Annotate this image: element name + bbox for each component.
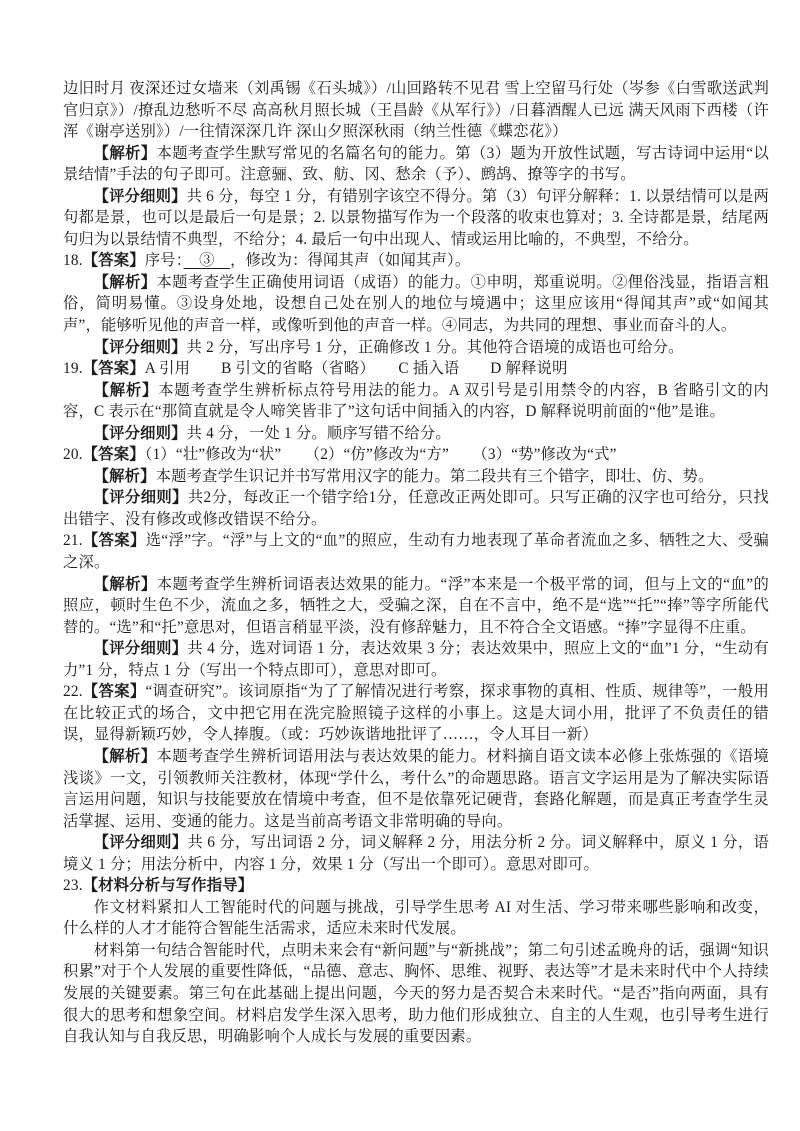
paragraph: [63, 832, 769, 875]
text-run: 21.: [63, 532, 83, 550]
paragraph: [63, 143, 769, 186]
section-label: 【评分细则】: [93, 640, 188, 658]
text-run: 本题考查学生默写常见的名篇名句的能力。第（3）题为开放性试题，写古诗词中运用“以景结情”手法的句子即可。注意骊、致、舫、冈、愁余（予）、鹧鸪、撩等字的书写。: [63, 144, 769, 184]
section-label: 【答案】: [82, 446, 145, 464]
section-label: 【评分细则】: [93, 424, 187, 442]
paragraph: [63, 337, 769, 359]
paragraph: [63, 466, 769, 488]
text-run: 材料第一句结合智能时代，点明未来会有“新问题”与“新挑战”；第二句引述孟晚舟的话，强调“知识积累”对于个人发展的重要性降低，“品德、意志、胸怀、思维、视野、表达等”才是未来时代中个人持续发展的关键要素。第三句在此基础上提出问题，今天的努力是否契合未来时代。“是否”指向两面，具有很大的思考和想象空间。材料启发学生深入思考，助力他们形成独立、自主的人生观，也引导考生进行自我认知与自我反思，明确影响个人成长与发展的重要因素。: [63, 941, 769, 1046]
paragraph: [63, 530, 769, 573]
text-run: 本题考查学生辨析词语用法与表达效果的能力。材料摘自语文读本必修上张炼强的《语境浅谈》一文，引领教师关注教材，体现“学什么，考什么”的命题思路。语言文字运用是为了解决实际语言运用问题，知识与技能要放在情境中考查，但不是依靠死记硬背，套路化解题，而是真正考查学生灵活掌握、运用、变通的能力。这是当前高考语文非常明确的导向。: [63, 747, 769, 830]
section-label: 【答案】: [82, 360, 145, 378]
text-run: 20.: [63, 446, 83, 464]
section-label: 【答案】: [82, 252, 145, 270]
paragraph: [63, 272, 769, 337]
text-run: 本题考查学生辨析标点符号用法的能力。A 双引号是引用禁令的内容，B 省略引文的内容，C 表示在“那简直就是令人啼笑皆非了”这句话中间插入的内容，D 解释说明前面的“他”是谁。: [63, 381, 769, 421]
paragraph: [63, 681, 769, 746]
paragraph: [63, 638, 769, 681]
section-label: 【材料分析与写作指导】: [82, 877, 254, 895]
text-run: 共 6 分，每空 1 分，有错别字该空不得分。第（3）句评分解释：1. 以景结情可以是两句都是景，也可以是最后一句是景；2. 以景物描写作为一个段落的收束也算对；3. 全诗都是景，结尾两句归为以景结情不典型，不给分；4. 最后一句中出现人、情或运用比喻的，不典型，不给分。: [63, 187, 770, 248]
paragraph: [63, 875, 769, 897]
section-label: 【解析】: [93, 467, 156, 485]
section-label: 【答案】: [82, 683, 146, 701]
text-run: 序号：: [144, 252, 184, 270]
section-label: 【解析】: [93, 575, 157, 593]
text-run: 选“浮”字。“浮”与上文的“血”的照应，生动有力地表现了革命者流血之多、牺牲之大、受骗之深。: [63, 532, 769, 572]
section-label: 【解析】: [93, 273, 157, 291]
paragraph: [63, 940, 769, 1048]
paragraph: [63, 186, 769, 251]
paragraph: [63, 746, 769, 832]
text-run: （1）“壮”修改为“状” （2）“仿”修改为“方” （3）“势”修改为“式”: [144, 446, 617, 464]
text-run: ，修改为：得闻其声（如闻其声）。: [230, 252, 471, 270]
text-run: 共 6 分，写出词语 2 分，词义解释 2 分，用法分析 2 分。词义解释中，原义 1 分，语境义 1 分；用法分析中，内容 1 分，效果 1 分（写出一个即可）。意思对即可。: [63, 834, 770, 873]
paragraph: [63, 574, 769, 639]
paragraph: [63, 487, 769, 530]
section-label: 【评分细则】: [93, 187, 187, 205]
paragraph: [63, 444, 769, 466]
section-label: 【评分细则】: [93, 338, 187, 356]
underlined-answer: ③: [183, 252, 231, 270]
text-run: 共 4 分，一处 1 分。顺序写错不给分。: [186, 424, 451, 442]
paragraph: [63, 897, 769, 940]
document-body: [63, 78, 769, 1048]
paragraph: [63, 380, 769, 423]
paragraph: [63, 423, 769, 445]
text-run: 作文材料紧扣人工智能时代的问题与挑战，引导学生思考 AI 对生活、学习带来哪些影响和改变，什么样的人才才能符合智能生活需求，适应未来时代发展。: [63, 898, 769, 938]
text-run: 边旧时月 夜深还过女墙来（刘禹锡《石头城》）/山回路转不见君 雪上空留马行处（岑参《白雪歌送武判官归京》）/撩乱边愁听不尽 高高秋月照长城（王昌龄《从军行》）/日暮酒醒人已远 满天风雨下西楼（许浑《谢亭送别》）/一往情深深几许 深山夕照深秋雨（纳兰性德《蝶恋花》）: [63, 80, 769, 141]
text-run: 本题考查学生辨析词语表达效果的能力。“浮”本来是一个极平常的词，但与上文的“血”的照应，顿时生色不少，流血之多，牺牲之大，受骗之深，自在不言中，绝不是“选”“托”“捧”等字所能代替的。“选”和“托”意思对，但语言稍显平淡，没有修辞魅力，且不符合全文语感。“捧”字显得不庄重。: [63, 575, 769, 636]
text-run: 本题考查学生正确使用词语（成语）的能力。①申明，郑重说明。②俚俗浅显，指语言粗俗，简明易懂。③设身处地，设想自己处在别人的地位与境遇中；这里应该用“得闻其声”或“如闻其声”，能够听见他的声音一样，或像听到他的声音一样。④同志，为共同的理想、事业而奋斗的人。: [63, 273, 769, 335]
text-run: 共 4 分，选对词语 1 分，表达效果 3 分；表达效果中，照应上文的“血”1 分，“生动有力”1 分，特点 1 分（写出一个特点即可），意思对即可。: [63, 640, 769, 679]
text-run: 19.: [63, 360, 83, 378]
section-label: 【评分细则】: [93, 489, 188, 507]
paragraph: [63, 78, 769, 143]
text-run: 共2分，每改正一个错字给1分，任意改正两处即可。只写正确的汉字也可给分，只找出错字、没有修改或修改错误不给分。: [63, 489, 769, 528]
text-run: 18.: [63, 252, 83, 270]
text-run: 23.: [63, 877, 83, 895]
section-label: 【评分细则】: [93, 834, 188, 852]
text-run: A 引用 B 引文的省略（省略） C 插入语 D 解释说明: [144, 360, 568, 378]
section-label: 【解析】: [93, 144, 157, 162]
section-label: 【答案】: [82, 532, 146, 550]
text-run: 22.: [63, 683, 83, 701]
section-label: 【解析】: [93, 381, 159, 399]
paragraph: [63, 250, 769, 272]
paragraph: [63, 358, 769, 380]
text-run: 本题考查学生识记并书写常用汉字的能力。第二段共有三个错字，即壮、仿、势。: [155, 467, 714, 485]
section-label: 【解析】: [93, 747, 157, 765]
text-run: “调查研究”。该词原指“为了了解情况进行考察，探求事物的真相、性质、规律等”，一般用在比较正式的场合，文中把它用在洗完脸照镜子这样的小事上。这是大词小用，批评了不负责任的错误，显得新颖巧妙，令人捧腹。（或：巧妙诙谐地批评了……，令人耳目一新）: [63, 683, 769, 744]
text-run: 共 2 分，写出序号 1 分，正确修改 1 分。其他符合语境的成语也可给分。: [186, 338, 684, 356]
